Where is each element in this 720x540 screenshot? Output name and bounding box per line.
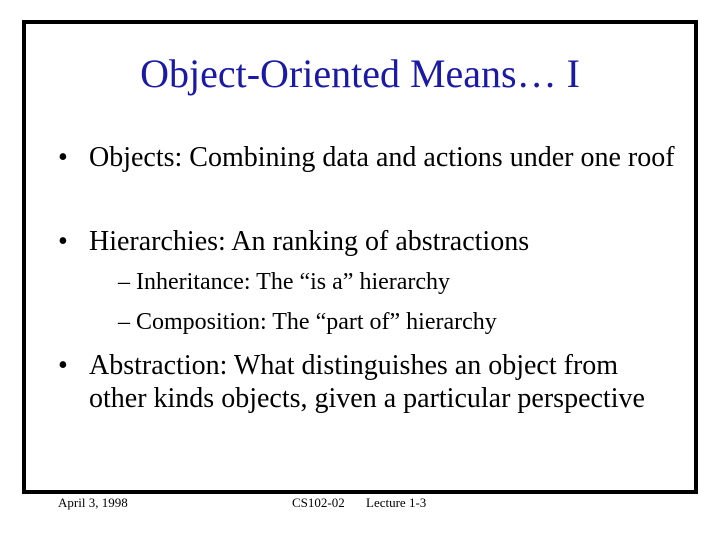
bullet-abstraction <box>58 349 678 415</box>
bullet-marker: • <box>58 350 68 381</box>
subbullet-marker: – <box>118 309 130 335</box>
bullet-text: Hierarchies: An ranking of abstractions <box>89 226 530 257</box>
footer-lecture: Lecture 1-3 <box>366 495 427 510</box>
footer-date: April 3, 1998 <box>58 495 128 510</box>
footer-course: CS102-02 <box>292 495 345 510</box>
subbullet-text: Composition: The “part of” hierarchy <box>136 309 497 335</box>
bullet-text: Abstraction: What distinguishes an object from other kinds objects, given a particular perspective <box>89 350 645 414</box>
bullet-marker: • <box>58 226 68 257</box>
subbullet-inheritance <box>118 268 678 296</box>
subbullet-text: Inheritance: The “is a” hierarchy <box>136 269 451 295</box>
bullet-marker: • <box>58 142 68 173</box>
subbullet-marker: – <box>118 269 130 295</box>
bullet-hierarchies <box>58 225 678 258</box>
slide-title: Object-Oriented Means… I <box>140 51 580 96</box>
bullet-objects <box>58 141 678 174</box>
subbullet-composition <box>118 308 678 336</box>
bullet-text: Objects: Combining data and actions under one roof <box>89 142 675 173</box>
